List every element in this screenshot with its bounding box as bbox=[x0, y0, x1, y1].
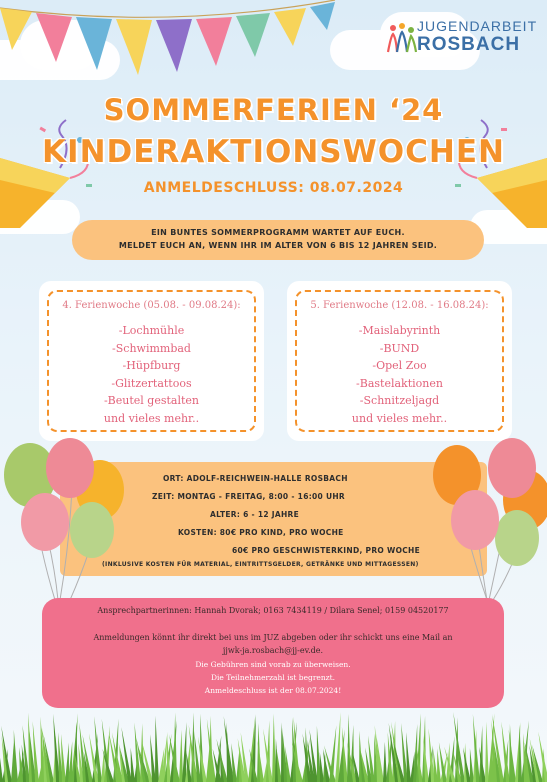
contact-persons: Ansprechpartnerinnen: Hannah Dvorak; 0163 7434119 / Dilara Senel; 0159 04520177 bbox=[97, 606, 449, 615]
activity-item: -Maislabyrinth bbox=[358, 324, 441, 337]
contact-capacity-note: Die Teilnehmerzahl ist begrenzt. bbox=[210, 673, 336, 682]
activity-item: und vieles mehr.. bbox=[103, 411, 200, 425]
week-card-border bbox=[295, 290, 504, 432]
week-card-border bbox=[47, 290, 256, 432]
week-activities bbox=[297, 322, 502, 427]
contact-fees-note: Die Gebühren sind vorab zu überweisen. bbox=[195, 660, 351, 669]
contact-deadline-note: Anmeldeschluss ist der 08.07.2024! bbox=[204, 686, 342, 695]
week-title: 5. Ferienwoche (12.08. - 16.08.24): bbox=[310, 300, 489, 311]
jugendarbeit-logo bbox=[385, 14, 538, 64]
activity-item: und vieles mehr.. bbox=[351, 411, 448, 425]
contact-email-link[interactable]: jjwk-ja.rosbach@jj-ev.de. bbox=[222, 646, 324, 655]
headline-title: SOMMERFERIEN ‘24 bbox=[103, 93, 444, 127]
week-title: 4. Ferienwoche (05.08. - 09.08.24): bbox=[62, 300, 241, 311]
activity-item: -Schwimmbad bbox=[112, 341, 191, 355]
logo-line1: JUGENDARBEIT bbox=[417, 18, 538, 34]
contact-registration: Anmeldungen könnt ihr direkt bei uns im JUZ abgeben oder ihr schickt uns eine Mail an bbox=[93, 633, 453, 642]
week-card-4 bbox=[39, 281, 264, 441]
activity-item: -Glitzertattoos bbox=[111, 376, 192, 390]
activity-item: -Schnitzeljagd bbox=[359, 394, 440, 407]
grass-decoration bbox=[0, 710, 547, 782]
activity-item: -Hüpfburg bbox=[122, 359, 181, 372]
week-activities bbox=[49, 322, 254, 427]
activity-item: -Bastelaktionen bbox=[356, 376, 443, 390]
activity-item: -Opel Zoo bbox=[372, 359, 427, 372]
info-cost-sibling: 60€ PRO GESCHWISTERKIND, PRO WOCHE bbox=[232, 546, 421, 555]
headline-deadline: ANMELDESCHLUSS: 08.07.2024 bbox=[143, 180, 404, 196]
activity-item: -BUND bbox=[379, 341, 420, 355]
intro-line1: EIN BUNTES SOMMERPROGRAMM WARTET AUF EUCH. bbox=[151, 228, 405, 237]
logo-line2: ROSBACH bbox=[417, 34, 521, 55]
contact-panel bbox=[42, 598, 504, 708]
activity-item: -Lochmühle bbox=[118, 324, 185, 337]
balloons-right-icon bbox=[417, 430, 547, 600]
info-location: ORT: ADOLF-REICHWEIN-HALLE ROSBACH bbox=[163, 474, 348, 483]
info-time: ZEIT: MONTAG - FREITAG, 8:00 - 16:00 UHR bbox=[152, 492, 345, 501]
activity-item: -Beutel gestalten bbox=[103, 394, 200, 407]
week-card-5 bbox=[287, 281, 512, 441]
info-age: ALTER: 6 - 12 JAHRE bbox=[210, 510, 300, 519]
info-cost-child: KOSTEN: 80€ PRO KIND, PRO WOCHE bbox=[178, 528, 344, 537]
info-inclusive-note: (INKLUSIVE KOSTEN FÜR MATERIAL, EINTRITTSGELDER, GETRÄNKE UND MITTAGESSEN) bbox=[102, 561, 419, 568]
intro-banner bbox=[72, 220, 484, 260]
intro-line2: MELDET EUCH AN, WENN IHR IM ALTER VON 6 BIS 12 JAHREN SEID. bbox=[118, 241, 438, 250]
headline-subtitle: KINDERAKTIONSWOCHEN bbox=[42, 134, 505, 170]
people-logo-icon bbox=[385, 22, 417, 56]
balloons-left-icon bbox=[0, 430, 130, 600]
